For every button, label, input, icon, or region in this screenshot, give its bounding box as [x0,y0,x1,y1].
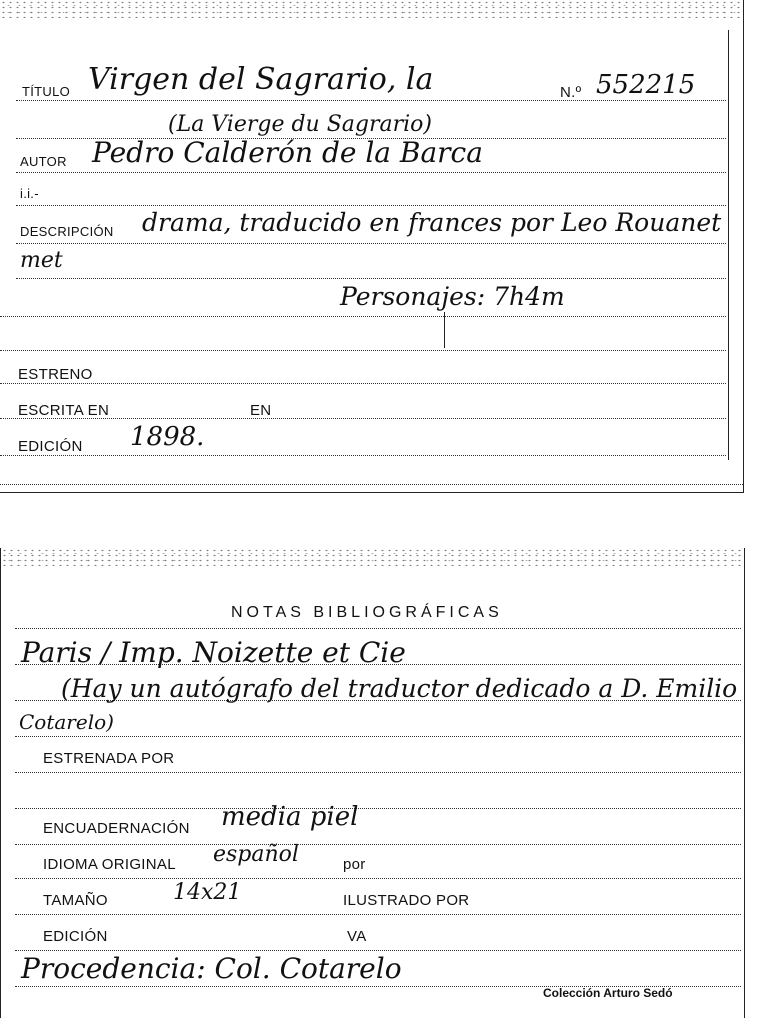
por-label: por [343,856,366,873]
note-line3: Cotarelo) [19,710,114,734]
encuadernacion-label: ENCUADERNACIÓN [43,820,190,837]
card-top-edge [1,548,744,566]
rule-line [0,455,726,456]
estrenada-por-label: ESTRENADA POR [43,750,175,767]
procedencia-value: Procedencia: Col. Cotarelo [21,952,402,985]
autor-label: AUTOR [20,154,67,169]
note-line2: (Hay un autógrafo del traductor dedicado a D. Emilio [61,674,738,703]
edicion-label: EDICIÓN [18,438,83,455]
rule-line [0,350,726,351]
rule-line [0,484,743,485]
rule-line [0,316,726,317]
tamano-value: 14x21 [173,880,242,905]
catalog-card-front [0,0,744,493]
va-label: VA [347,928,367,945]
autor-mark: i.i.- [20,186,39,201]
titulo-alt: (La Vierge du Sagrario) [168,112,432,137]
titulo-value: Virgen del Sagrario, la [88,62,434,97]
rule-line [15,772,741,773]
rule-line [0,383,726,384]
rule-line [16,243,726,244]
rule-line [15,808,741,809]
rule-line [15,878,741,879]
brace-mark [444,312,445,348]
idioma-label: IDIOMA ORIGINAL [43,856,176,873]
estreno-label: ESTRENO [18,366,93,383]
numero-value: 552215 [596,70,696,100]
ilustrado-label: ILUSTRADO POR [343,892,470,909]
autor-value: Pedro Calderón de la Barca [92,136,483,169]
card-right-border [728,30,729,460]
numero-label: N.º [560,84,582,101]
rule-line [16,278,726,279]
descripcion-line1: drama, traducido en frances por Leo Rouanet [142,208,722,237]
rule-line [16,172,726,173]
encuadernacion-value: media piel [221,802,359,832]
edicion-label: EDICIÓN [43,928,108,945]
card-top-edge [0,0,743,18]
escrita-en-label: ESCRITA EN [18,402,110,419]
descripcion-line2: met [20,248,63,273]
rule-line [15,950,741,951]
descripcion-label: DESCRIPCIÓN [20,224,114,239]
tamano-label: TAMAÑO [43,892,108,909]
rule-line [15,736,741,737]
en-label: EN [250,402,272,419]
personajes: Personajes: 7h4m [340,282,565,311]
collection-credit: Colección Arturo Sedó [543,986,673,1000]
rule-line [15,914,741,915]
catalog-card-back [0,548,745,1018]
notas-heading: NOTAS BIBLIOGRÁFICAS [231,604,503,621]
rule-line [16,205,726,206]
rule-line [15,844,741,845]
rule-line [16,100,726,101]
titulo-label: TÍTULO [22,84,71,99]
rule-line [15,628,741,629]
edicion-value: 1898. [130,422,205,452]
note-line1: Paris / Imp. Noizette et Cie [21,636,406,669]
idioma-value: español [213,842,299,867]
